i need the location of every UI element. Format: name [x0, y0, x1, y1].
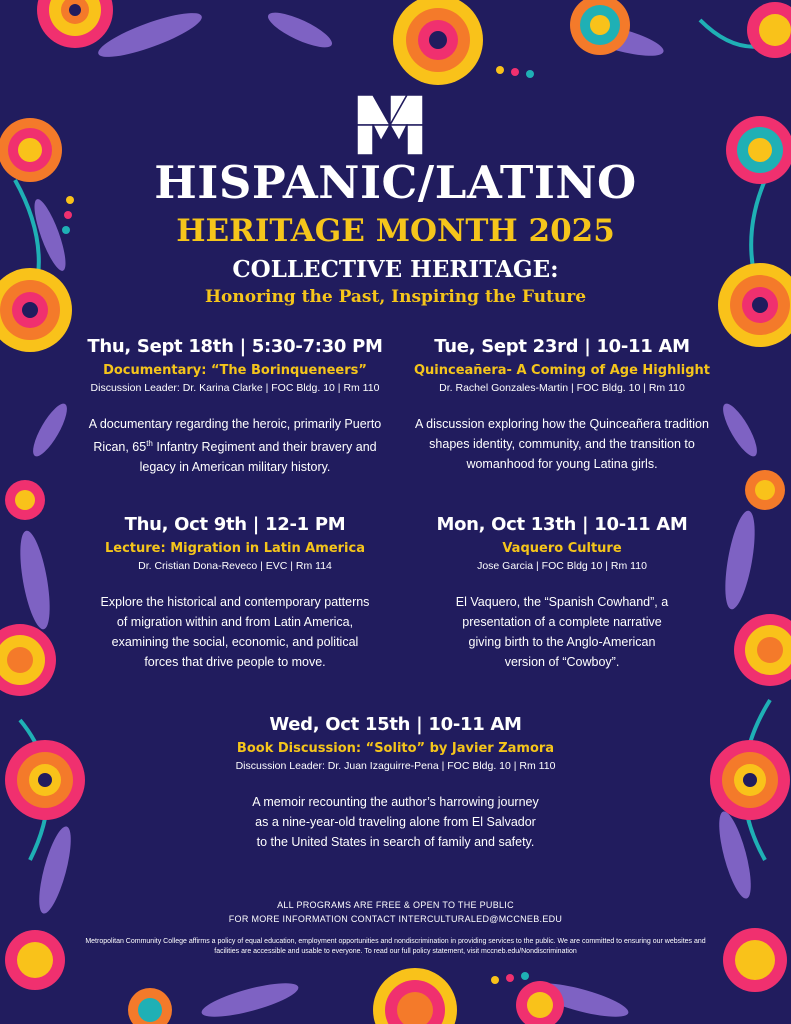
- theme-tagline: Honoring the Past, Inspiring the Future: [204, 287, 587, 307]
- event-description: A discussion exploring how the Quinceañera tradition shapes identity, community, and the transition to womanhood for young Latina girls.: [415, 417, 709, 471]
- event-description: Explore the historical and contemporary patterns of migration within and from Latin America, examining the social, economic, and political forces that drive people to move.: [100, 595, 370, 669]
- event-date: Thu, Sept 18th | 5:30-7:30 PM: [87, 336, 383, 357]
- event-card: [85, 514, 385, 672]
- flower-left-lower: [0, 624, 56, 696]
- event-card: [85, 336, 385, 477]
- event-date: Thu, Oct 9th | 12-1 PM: [124, 514, 346, 535]
- event-leader: Discussion Leader: Dr. Juan Izaguirre-Pena | FOC Bldg. 10 | Rm 110: [235, 760, 556, 772]
- event-date: Wed, Oct 15th | 10-11 AM: [269, 714, 522, 735]
- flower-bottom-right: [723, 928, 787, 992]
- event-leader: Jose Garcia | FOC Bldg 10 | Rm 110: [477, 560, 647, 572]
- main-title: HISPANIC/LATINO: [154, 156, 637, 209]
- flower-top-left: [37, 0, 113, 48]
- event-leader: Dr. Rachel Gonzales-Martin | FOC Bldg. 10 | Rm 110: [439, 382, 685, 394]
- footer-contact: FOR MORE INFORMATION CONTACT INTERCULTURALED@MCCNEB.EDU: [228, 914, 563, 924]
- event-title: Documentary: “The Borinqueneers”: [103, 363, 367, 378]
- event-description: El Vaquero, the “Spanish Cowhand”, a presentation of a complete narrative giving birth to the Anglo-American version of “Cowboy”.: [455, 595, 669, 669]
- theme-heading: COLLECTIVE HERITAGE:: [232, 256, 559, 283]
- event-leader: Dr. Cristian Dona-Reveco | EVC | Rm 114: [138, 560, 332, 572]
- flower-left-bottom: [5, 740, 85, 820]
- flower-top-right-corner: [747, 2, 791, 58]
- flower-left-small: [5, 480, 45, 520]
- event-title: Vaquero Culture: [502, 541, 622, 556]
- flower-right-lower: [734, 614, 791, 686]
- flower-right-small: [745, 470, 785, 510]
- event-card: [412, 336, 712, 474]
- event-title: Quinceañera- A Coming of Age Highlight: [413, 363, 711, 378]
- event-card: [220, 714, 571, 852]
- flower-bottom-mid-left: [128, 988, 172, 1024]
- mcc-logo-icon: [357, 95, 423, 155]
- flower-right-bottom: [710, 740, 790, 820]
- event-title: Lecture: Migration in Latin America: [104, 541, 365, 556]
- footer-disclaimer: Metropolitan Community College affirms a policy of equal education, employment opportunities and nondiscrimination in providing services to the public. We are committed to ensuring our websites and facilities are accessible and usable to everyone. To read our full policy statement, visit mccneb.edu/Nondiscrimination: [85, 938, 706, 955]
- flower-bottom-left: [5, 930, 65, 990]
- event-description: A memoir recounting the author’s harrowing journey as a nine-year-old traveling alone from El Salvador to the United States in search of family and safety.: [252, 795, 539, 849]
- event-leader: Discussion Leader: Dr. Karina Clarke | FOC Bldg. 10 | Rm 110: [90, 382, 380, 394]
- event-description: A documentary regarding the heroic, primarily Puerto Rican, 65th Infantry Regiment and their bravery and legacy in American military history.: [88, 417, 382, 475]
- flower-top-center: [393, 0, 483, 85]
- event-date: Tue, Sept 23rd | 10-11 AM: [434, 336, 690, 357]
- flower-bottom-center: [373, 968, 457, 1024]
- subtitle: HERITAGE MONTH 2025: [176, 213, 615, 249]
- footer-free-notice: ALL PROGRAMS ARE FREE & OPEN TO THE PUBLIC: [277, 900, 514, 910]
- event-date: Mon, Oct 13th | 10-11 AM: [436, 514, 688, 535]
- event-title: Book Discussion: “Solito” by Javier Zamora: [236, 741, 555, 756]
- event-card: [412, 514, 712, 672]
